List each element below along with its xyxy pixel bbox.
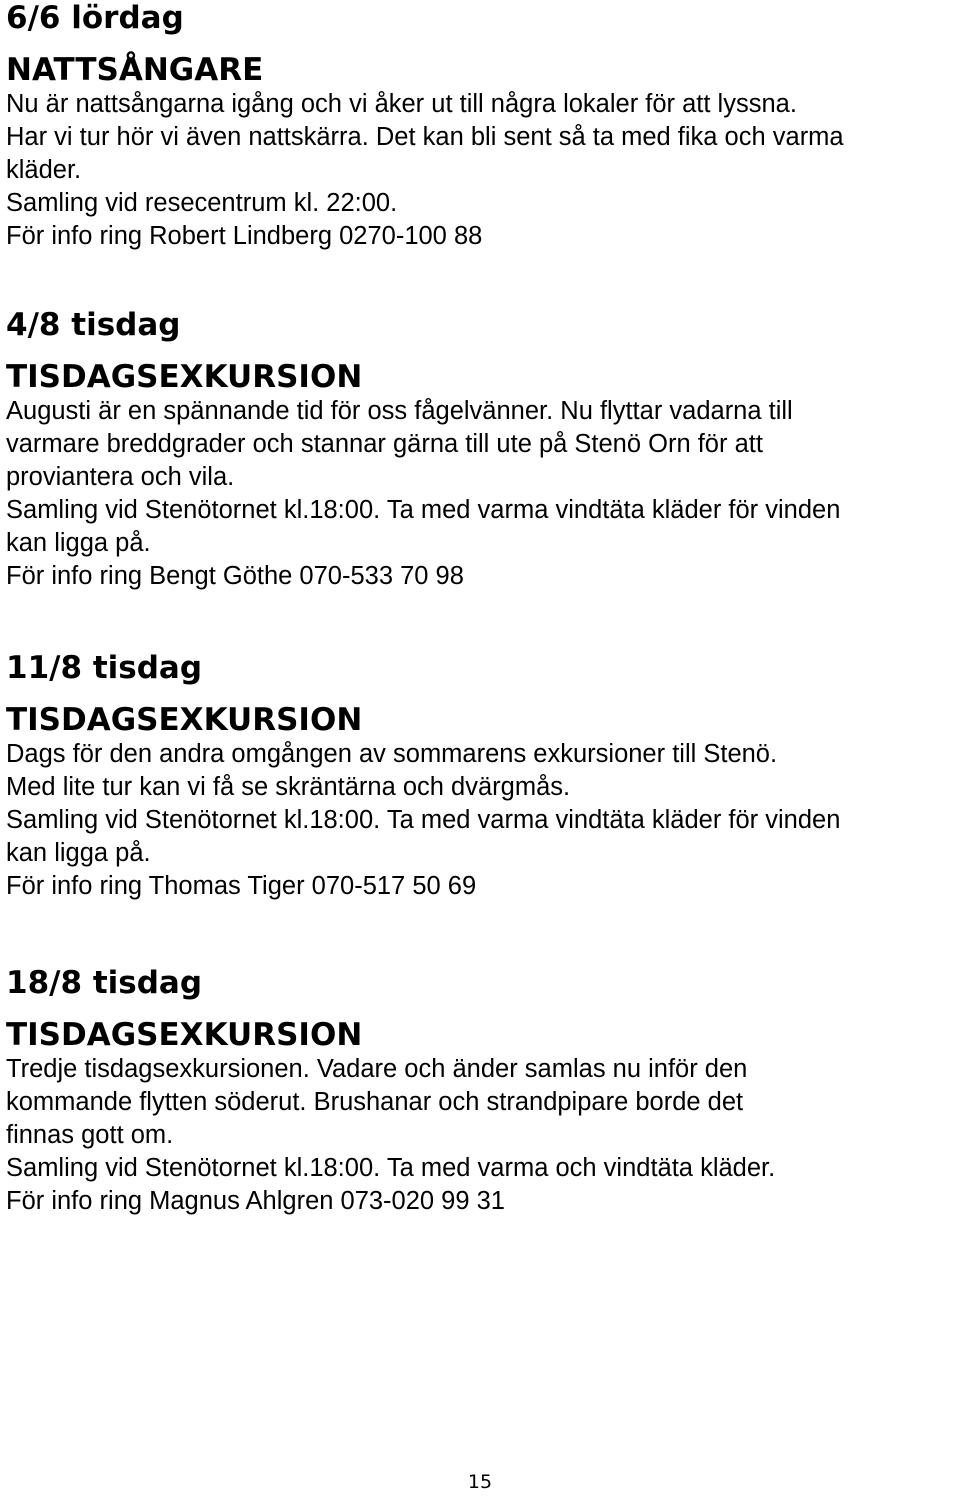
description-line: kläder.	[6, 156, 82, 184]
description-line: För info ring Magnus Ahlgren 073-020 99 31	[6, 1187, 505, 1215]
description-line: För info ring Thomas Tiger 070-517 50 69	[6, 872, 477, 900]
description-line: kan ligga på.	[6, 529, 151, 557]
description-line: Dags för den andra omgången av sommarens exkursioner till Stenö.	[6, 740, 778, 768]
event-date: 4/8 tisdag	[6, 307, 181, 343]
event-2	[6, 307, 956, 593]
description-line: proviantera och vila.	[6, 463, 235, 491]
description-line: Samling vid Stenötornet kl.18:00. Ta med varma och vindtäta kläder.	[6, 1154, 776, 1182]
description-line: Tredje tisdagsexkursionen. Vadare och änder samlas nu inför den	[6, 1055, 748, 1083]
event-description	[6, 1053, 956, 1218]
description-line: Samling vid resecentrum kl. 22:00.	[6, 189, 398, 217]
description-line: varmare breddgrader och stannar gärna till ute på Stenö Orn för att	[6, 430, 763, 458]
description-line: Augusti är en spännande tid för oss fågelvänner. Nu flyttar vadarna till	[6, 397, 793, 425]
event-3	[6, 650, 956, 903]
description-line: kommande flytten söderut. Brushanar och strandpipare borde det	[6, 1088, 744, 1116]
event-4	[6, 965, 956, 1218]
event-date: 6/6 lördag	[6, 0, 184, 36]
description-line: kan ligga på.	[6, 839, 151, 867]
event-title: NATTSÅNGARE	[6, 52, 264, 88]
event-date: 18/8 tisdag	[6, 965, 203, 1001]
event-date: 11/8 tisdag	[6, 650, 203, 686]
description-line: Har vi tur hör vi även nattskärra. Det kan bli sent så ta med fika och varma	[6, 123, 844, 151]
event-description	[6, 738, 956, 903]
event-title: TISDAGSEXKURSION	[6, 359, 363, 395]
event-1	[6, 0, 956, 253]
description-line: För info ring Bengt Göthe 070-533 70 98	[6, 562, 464, 590]
description-line: Samling vid Stenötornet kl.18:00. Ta med varma vindtäta kläder för vinden	[6, 806, 841, 834]
event-description	[6, 395, 956, 593]
description-line: Med lite tur kan vi få se skräntärna och dvärgmås.	[6, 773, 571, 801]
description-line: Nu är nattsångarna igång och vi åker ut till några lokaler för att lyssna.	[6, 90, 797, 118]
event-title: TISDAGSEXKURSION	[6, 702, 363, 738]
description-line: finnas gott om.	[6, 1121, 174, 1149]
page-number: 15	[467, 1471, 493, 1493]
event-title: TISDAGSEXKURSION	[6, 1017, 363, 1053]
description-line: Samling vid Stenötornet kl.18:00. Ta med varma vindtäta kläder för vinden	[6, 496, 841, 524]
event-description	[6, 88, 956, 253]
description-line: För info ring Robert Lindberg 0270-100 88	[6, 222, 483, 250]
